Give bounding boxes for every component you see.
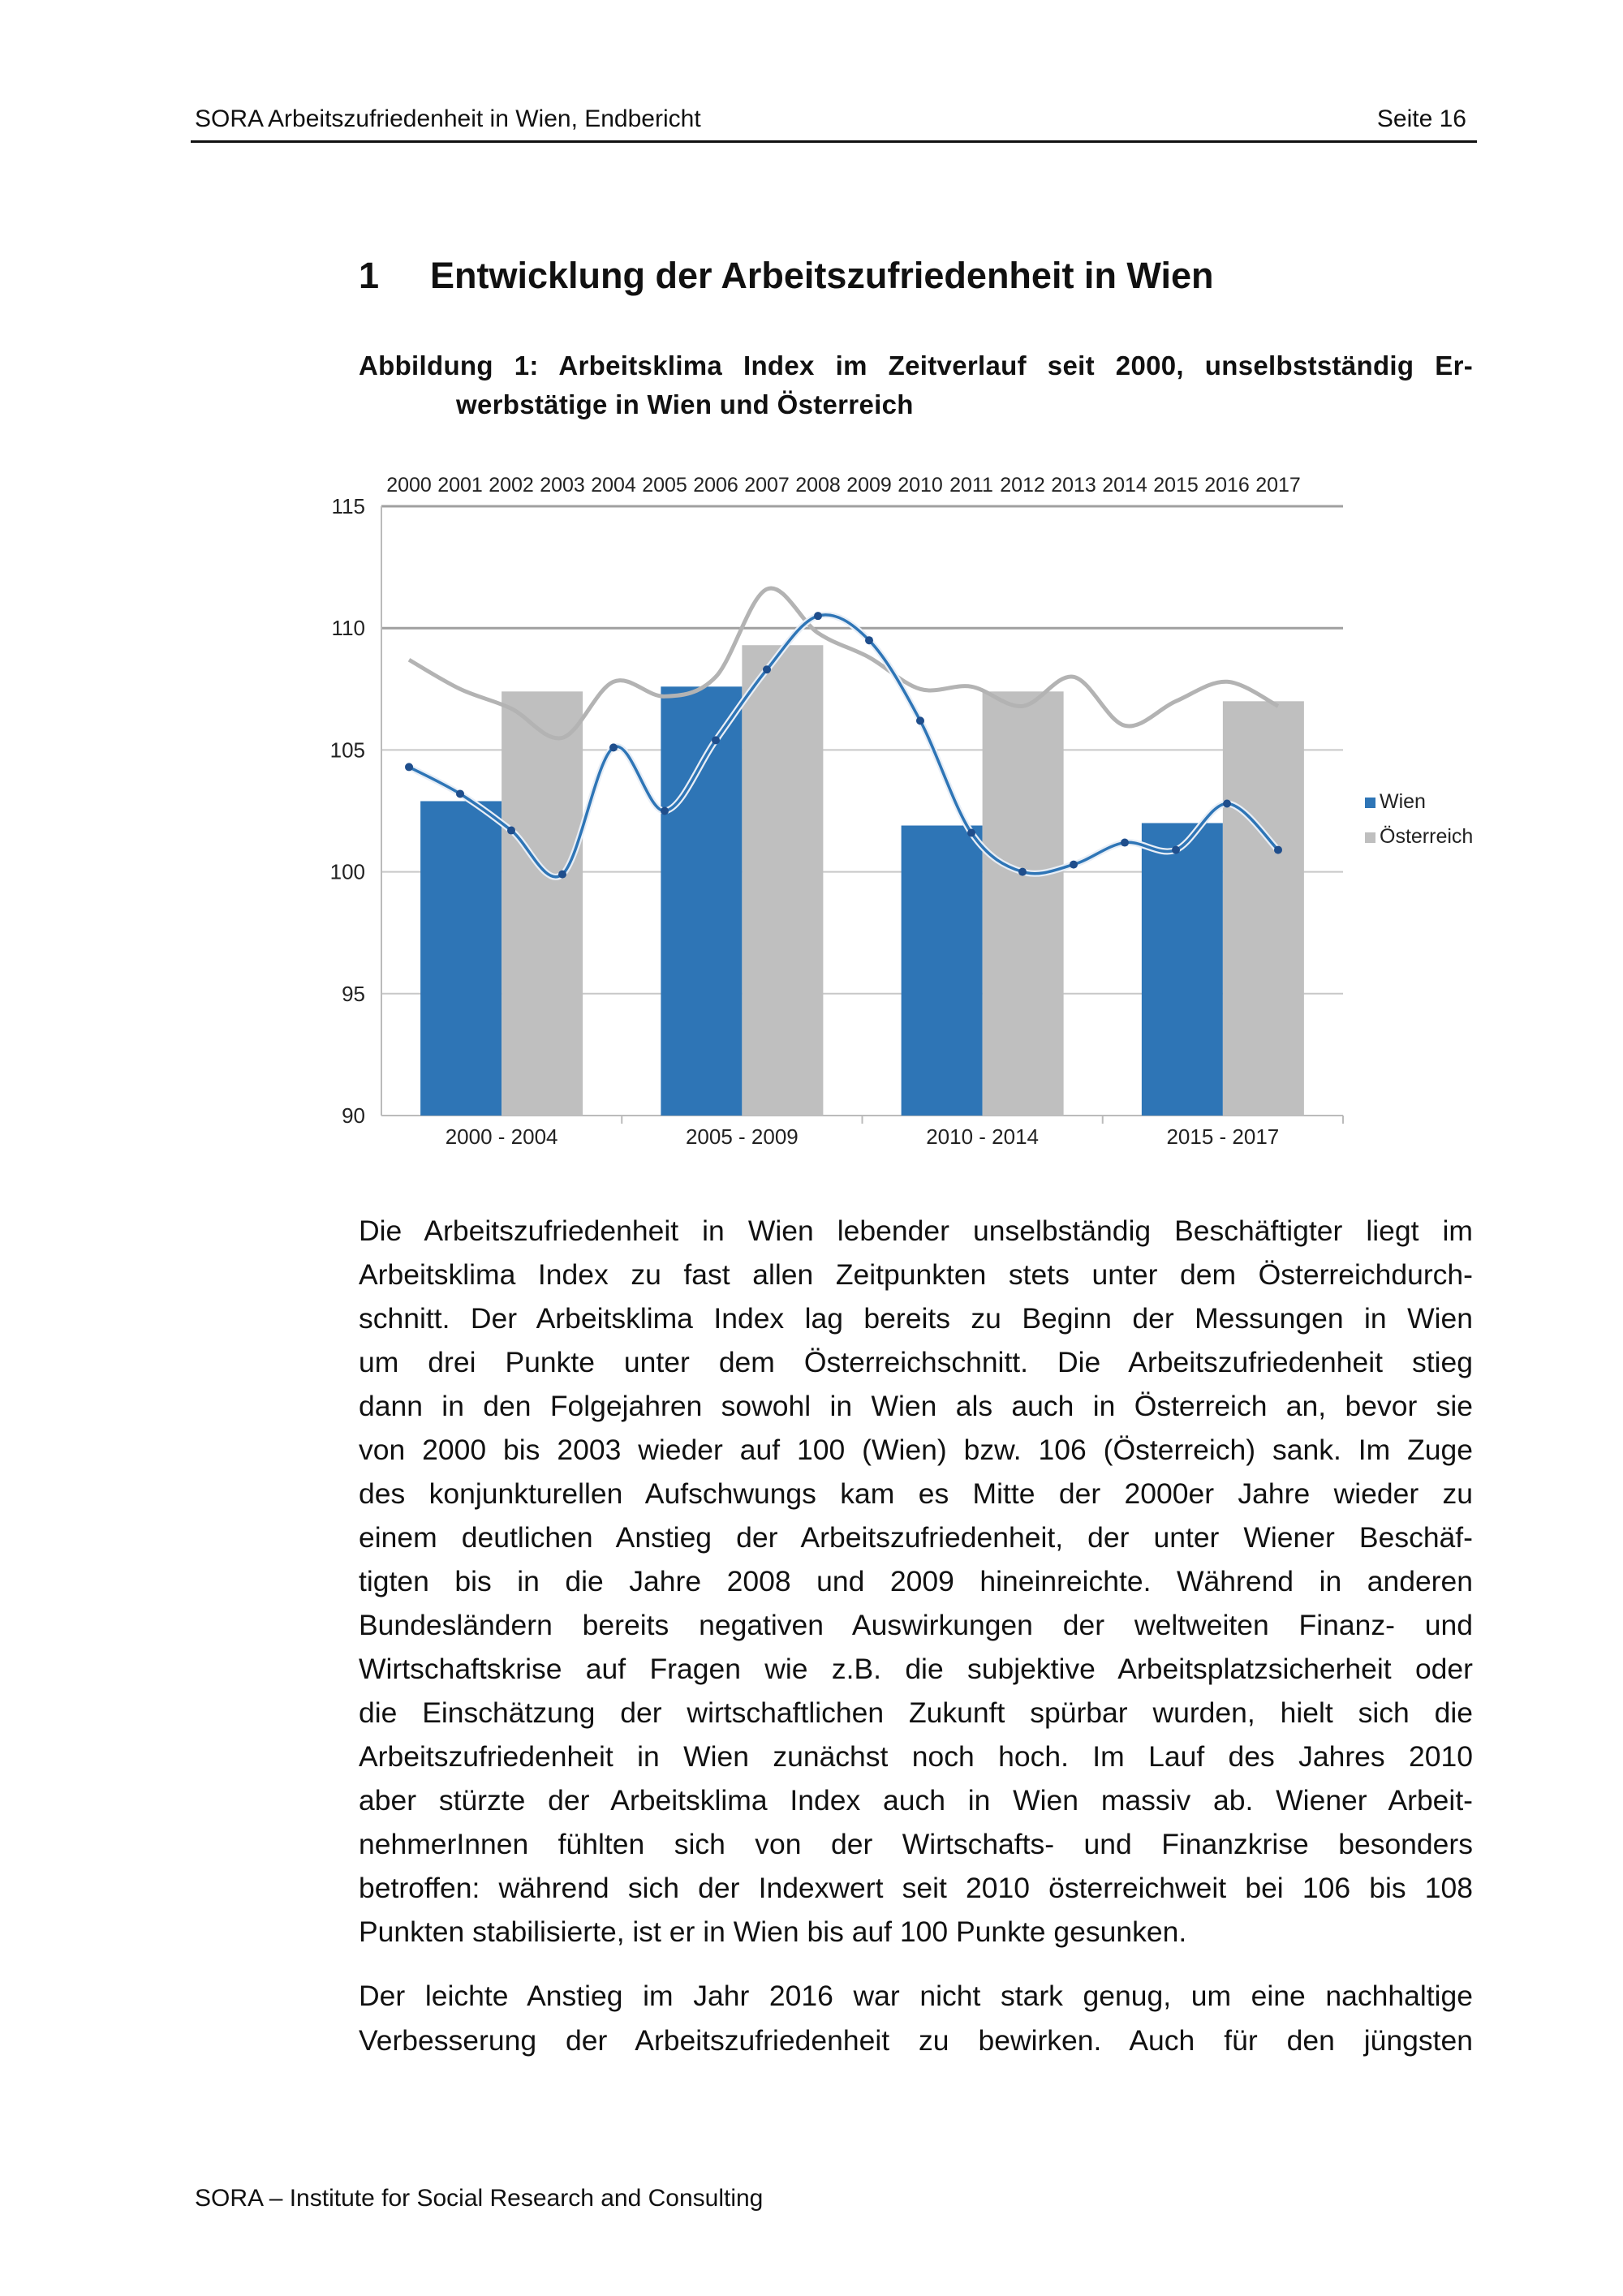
figure-caption-line-2: werbstätige in Wien und Österreich xyxy=(456,389,914,419)
bar-wien xyxy=(420,801,502,1116)
year-label: 2017 xyxy=(1255,474,1301,497)
point-wien xyxy=(1172,846,1180,854)
year-label: 2000 xyxy=(386,474,432,497)
legend-label-wien: Wien xyxy=(1380,790,1426,813)
y-tick-label: 95 xyxy=(342,981,365,1006)
body-line: Arbeitszufriedenheit in Wien zunächst noch hoch. Im Lauf des Jahres 2010 xyxy=(359,1740,1473,1773)
point-wien xyxy=(661,807,669,815)
year-label: 2002 xyxy=(489,474,534,497)
point-wien xyxy=(1274,846,1282,854)
year-label: 2005 xyxy=(642,474,687,497)
x-category-label: 2005 - 2009 xyxy=(685,1124,799,1149)
year-label: 2009 xyxy=(846,474,892,497)
year-label: 2006 xyxy=(693,474,738,497)
y-tick-label: 90 xyxy=(342,1103,365,1128)
point-wien xyxy=(967,829,975,837)
body-line: um drei Punkte unter dem Österreichschnitt. Die Arbeitszufriedenheit stieg xyxy=(359,1346,1473,1378)
bar-oesterreich xyxy=(1223,701,1304,1116)
year-label: 2003 xyxy=(540,474,585,497)
x-category-label: 2000 - 2004 xyxy=(445,1124,558,1149)
body-line: des konjunkturellen Aufschwungs kam es Mitte der 2000er Jahre wieder zu xyxy=(359,1477,1473,1510)
year-label: 2010 xyxy=(898,474,943,497)
point-wien xyxy=(1018,868,1027,876)
y-tick-label: 110 xyxy=(331,616,365,641)
legend-swatch-oesterreich xyxy=(1365,832,1375,843)
body-line: betroffen: während sich der Indexwert seit 2010 österreichweit bei 106 bis 108 xyxy=(359,1872,1473,1904)
body-line: Der leichte Anstieg im Jahr 2016 war nicht stark genug, um eine nachhaltige xyxy=(359,1980,1473,2012)
point-wien xyxy=(916,716,924,724)
point-wien xyxy=(1121,839,1129,847)
year-label: 2004 xyxy=(591,474,636,497)
x-category-label: 2015 - 2017 xyxy=(1166,1124,1280,1149)
bar-wien xyxy=(1142,823,1223,1116)
point-wien xyxy=(814,612,822,620)
running-header-title: SORA Arbeitszufriedenheit in Wien, Endbericht xyxy=(195,105,701,132)
year-label: 2001 xyxy=(437,474,483,497)
point-wien xyxy=(1223,799,1231,807)
point-wien xyxy=(865,636,873,644)
body-line: dann in den Folgejahren sowohl in Wien als auch in Österreich an, bevor sie xyxy=(359,1390,1473,1422)
year-label: 2008 xyxy=(795,474,841,497)
point-wien xyxy=(507,827,515,835)
year-label: 2013 xyxy=(1051,474,1096,497)
body-line: einem deutlichen Anstieg der Arbeitszufriedenheit, der unter Wiener Beschäf- xyxy=(359,1521,1473,1554)
chart xyxy=(308,454,1526,1185)
y-tick-label: 105 xyxy=(329,737,365,763)
point-wien xyxy=(1070,861,1078,869)
body-line: nehmerInnen fühlten sich von der Wirtschafts- und Finanzkrise besonders xyxy=(359,1828,1473,1860)
page-number: Seite 16 xyxy=(1376,105,1466,132)
body-line: tigten bis in die Jahre 2008 und 2009 hineinreichte. Während in anderen xyxy=(359,1565,1473,1597)
header-rule xyxy=(191,140,1477,143)
point-wien xyxy=(712,736,720,744)
body-line: von 2000 bis 2003 wieder auf 100 (Wien) bzw. 106 (Österreich) sank. Im Zuge xyxy=(359,1434,1473,1466)
bar-oesterreich xyxy=(983,691,1064,1116)
year-label: 2014 xyxy=(1102,474,1147,497)
point-wien xyxy=(609,743,618,751)
point-wien xyxy=(456,789,464,798)
body-line: Punkten stabilisierte, ist er in Wien bis auf 100 Punkte gesunken. xyxy=(359,1915,1187,1948)
figure-caption-line-1: Abbildung 1: Arbeitsklima Index im Zeitverlauf seit 2000, unselbstständig Er- xyxy=(359,350,1473,381)
body-line: die Einschätzung der wirtschaftlichen Zukunft spürbar wurden, hielt sich die xyxy=(359,1696,1473,1729)
body-line: Die Arbeitszufriedenheit in Wien lebender unselbständig Beschäftigter liegt im xyxy=(359,1215,1473,1247)
page-footer: SORA – Institute for Social Research and Consulting xyxy=(195,2185,764,2212)
legend-swatch-wien xyxy=(1365,798,1375,808)
bar-oesterreich xyxy=(502,691,583,1116)
legend-label-oesterreich: Österreich xyxy=(1380,825,1474,848)
year-label: 2016 xyxy=(1204,474,1250,497)
y-tick-label: 100 xyxy=(329,859,365,884)
body-line: schnitt. Der Arbeitsklima Index lag bereits zu Beginn der Messungen in Wien xyxy=(359,1302,1473,1335)
year-label: 2015 xyxy=(1153,474,1199,497)
bar-wien xyxy=(661,686,742,1116)
section-title: Entwicklung der Arbeitszufriedenheit in Wien xyxy=(430,255,1214,296)
point-wien xyxy=(558,871,566,879)
year-label: 2007 xyxy=(744,474,790,497)
body-line: Bundesländern bereits negativen Auswirkungen der weltweiten Finanz- und xyxy=(359,1609,1473,1641)
year-label: 2012 xyxy=(1000,474,1045,497)
section-number: 1 xyxy=(359,255,380,296)
body-line: Wirtschaftskrise auf Fragen wie z.B. die subjektive Arbeitsplatzsicherheit oder xyxy=(359,1653,1473,1685)
y-tick-label: 115 xyxy=(331,494,365,518)
bar-wien xyxy=(902,826,983,1116)
body-line: aber stürzte der Arbeitsklima Index auch in Wien massiv ab. Wiener Arbeit- xyxy=(359,1784,1473,1817)
body-line: Verbesserung der Arbeitszufriedenheit zu bewirken. Auch für den jüngsten xyxy=(359,2024,1473,2057)
point-wien xyxy=(405,763,413,771)
x-category-label: 2010 - 2014 xyxy=(926,1124,1040,1149)
body-line: Arbeitsklima Index zu fast allen Zeitpunkten stets unter dem Österreichdurch- xyxy=(359,1258,1473,1291)
bar-oesterreich xyxy=(742,645,823,1116)
point-wien xyxy=(763,665,771,673)
year-label: 2011 xyxy=(949,474,993,497)
